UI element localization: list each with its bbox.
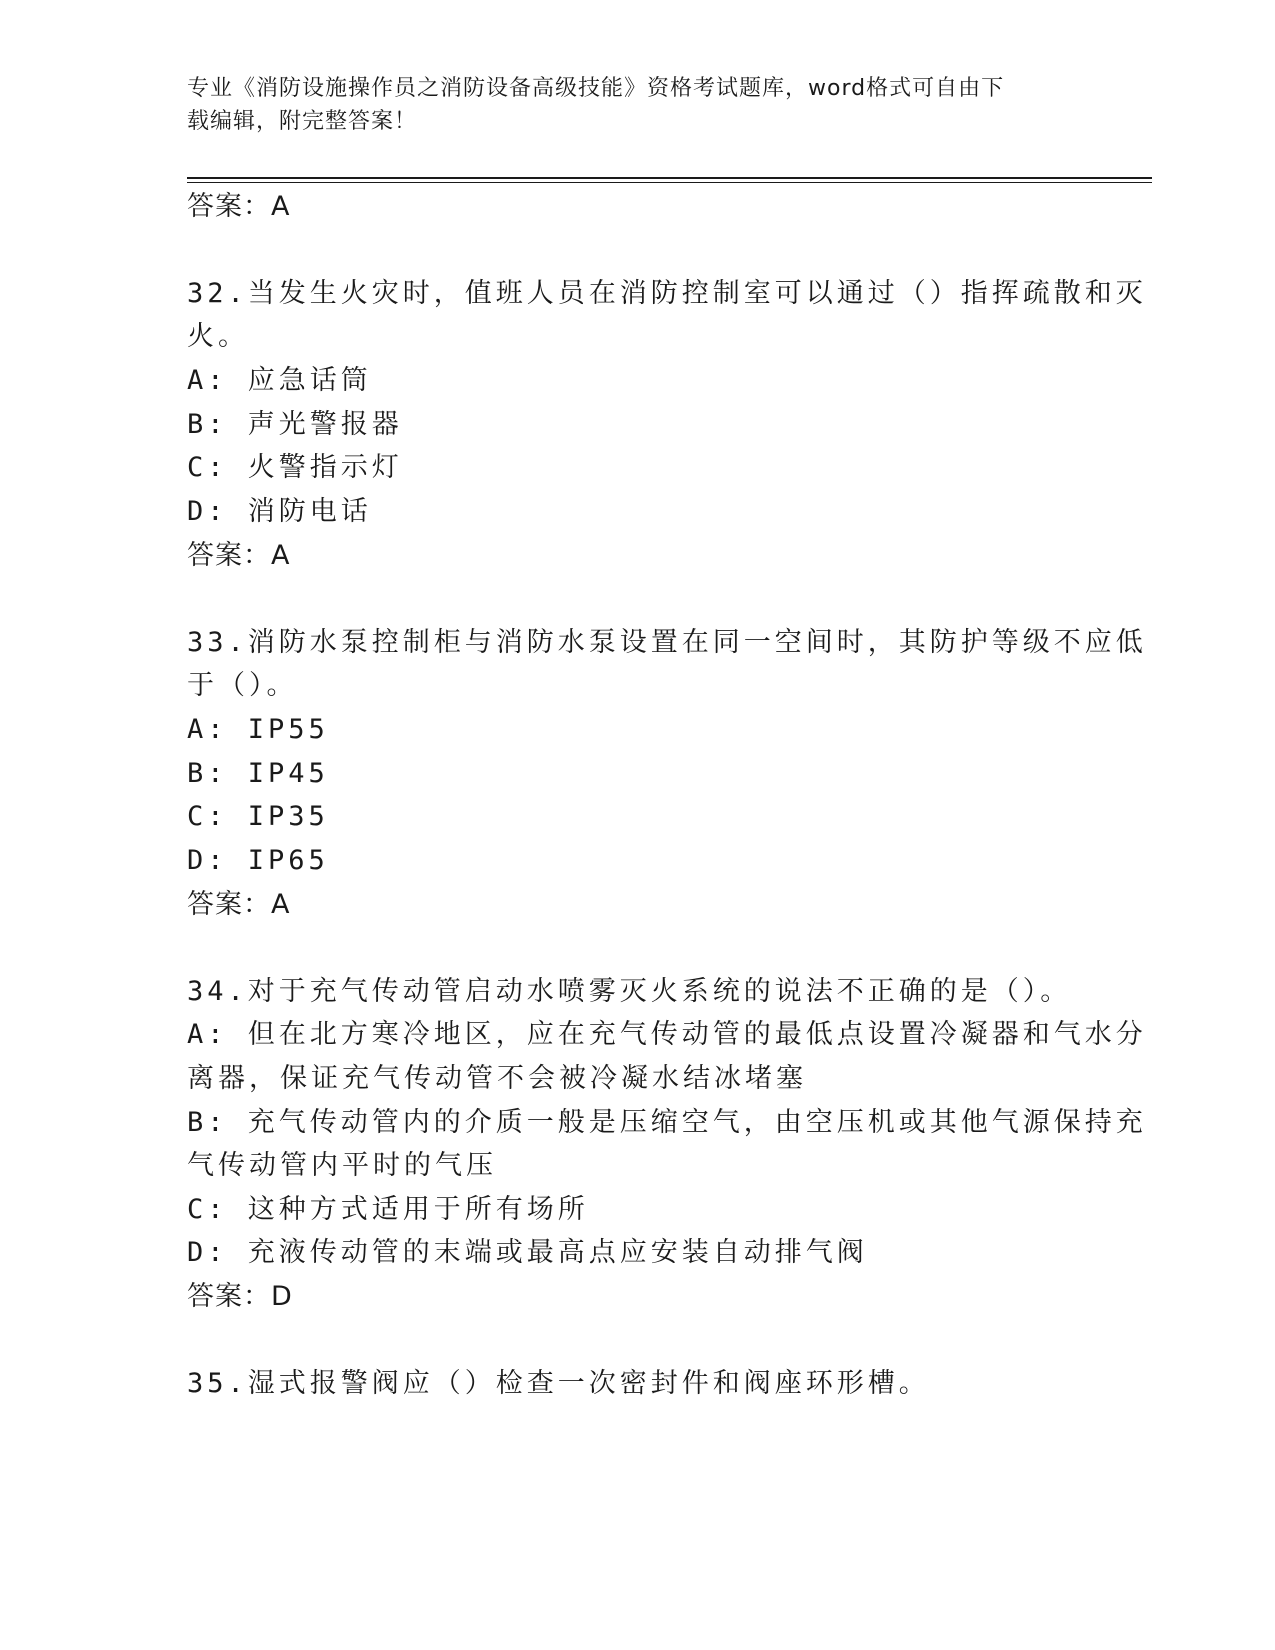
header-line-2: 载编辑，附完整答案！ — [187, 109, 418, 134]
question-34-option-c: C: 这种方式适用于所有场所 — [187, 1194, 589, 1225]
question-33-option-c: C: IP35 — [187, 801, 329, 832]
answer-31: 答案：A — [187, 191, 291, 222]
question-34-option-a-2: 离器，保证充气传动管不会被冷凝水结冰堵塞 — [187, 1063, 807, 1094]
header-divider-thick — [187, 177, 1152, 179]
question-33-option-a: A: IP55 — [187, 714, 329, 745]
question-34-option-a-1: A: 但在北方寒冷地区，应在充气传动管的最低点设置冷凝器和气水分 — [187, 1019, 1147, 1050]
question-32-stem-2: 火。 — [187, 321, 249, 352]
question-34-stem-1: 34.对于充气传动管启动水喷雾灭火系统的说法不正确的是（）。 — [187, 976, 1072, 1007]
question-34-option-d: D: 充液传动管的末端或最高点应安装自动排气阀 — [187, 1237, 868, 1268]
answer-34: 答案：D — [187, 1281, 293, 1312]
header-line-1: 专业《消防设施操作员之消防设备高级技能》资格考试题库，word格式可自由下 — [187, 76, 1005, 101]
question-33-stem-2: 于（）。 — [187, 670, 298, 701]
question-34-option-b-1: B: 充气传动管内的介质一般是压缩空气，由空压机或其他气源保持充 — [187, 1107, 1147, 1138]
question-33-stem-1: 33.消防水泵控制柜与消防水泵设置在同一空间时，其防护等级不应低 — [187, 627, 1147, 658]
answer-32: 答案：A — [187, 540, 291, 571]
question-32-option-b: B: 声光警报器 — [187, 409, 403, 440]
question-33-option-d: D: IP65 — [187, 845, 329, 876]
question-32-option-d: D: 消防电话 — [187, 496, 372, 527]
question-35-stem-1: 35.湿式报警阀应（）检查一次密封件和阀座环形槽。 — [187, 1368, 930, 1399]
question-32-stem-1: 32.当发生火灾时，值班人员在消防控制室可以通过（）指挥疏散和灭 — [187, 278, 1147, 309]
answer-33: 答案：A — [187, 889, 291, 920]
document-header — [187, 72, 1087, 138]
question-32-option-c: C: 火警指示灯 — [187, 452, 403, 483]
header-divider-thin — [187, 182, 1152, 183]
question-34-option-b-2: 气传动管内平时的气压 — [187, 1150, 497, 1181]
question-33-option-b: B: IP45 — [187, 758, 329, 789]
question-32-option-a: A: 应急话筒 — [187, 365, 372, 396]
